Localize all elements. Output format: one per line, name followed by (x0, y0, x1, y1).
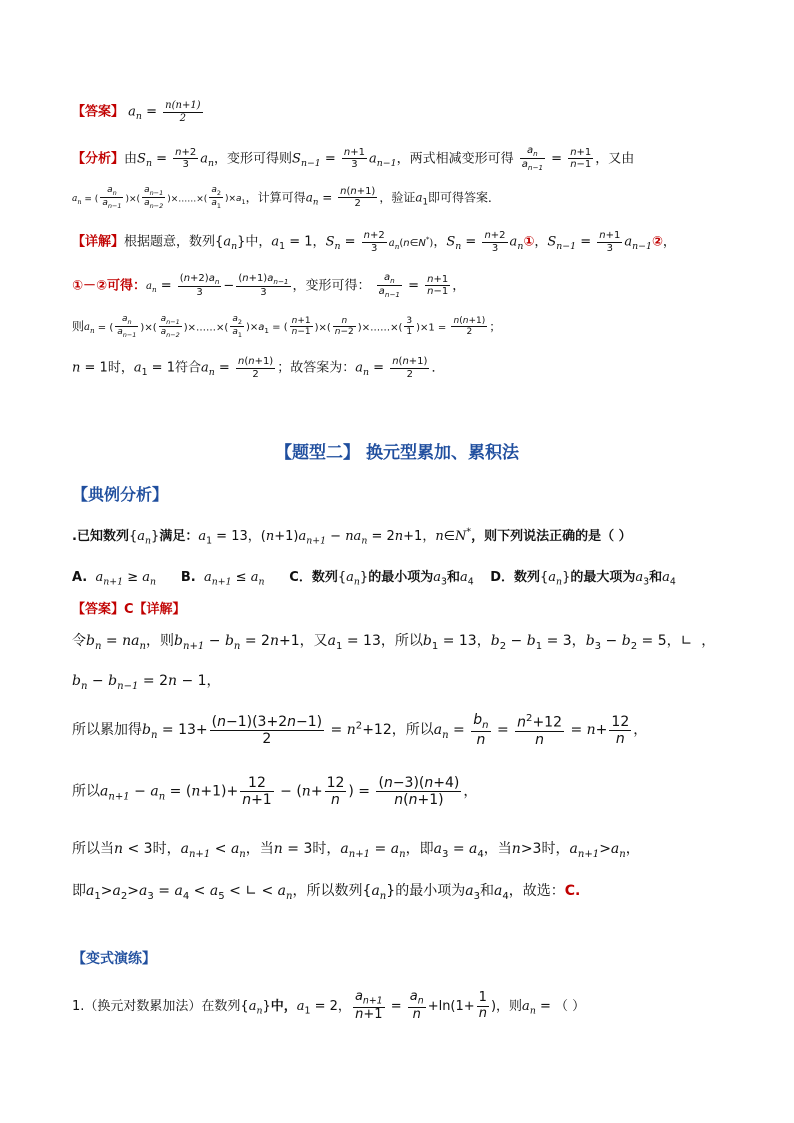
so-diff-text: 所以 (72, 783, 100, 800)
stem-text: ，则下列说法正确的是（ ） (471, 529, 632, 544)
so-an-text: ，所以 (391, 722, 434, 739)
section-title: 【题型二】 换元型累加、累积法 (275, 443, 519, 463)
detail-text: 根据题意，数列 (124, 234, 216, 250)
detail-label: 【详解】 (72, 234, 125, 250)
then-text: ，则 (145, 633, 174, 649)
example-stem: .已知数列$\{a_n\}$满足：$a_1 = 13$，$(n+1)a_{n+1} - na_n = 2n+1$，n∈N*，则下列说法正确的是（ ） (72, 526, 632, 547)
option-c[interactable]: C．数列$\{a_n\}$的最小项为$a_3$和$a_4$ (289, 570, 474, 588)
so-text: ，所以 (380, 633, 423, 649)
three-when-text: 时， (152, 841, 181, 857)
analysis-line-2: $a_n$ = ( $\frac{a_n}{a_{n-1}}$ )×( $\frac{a_{n-1}}{a_{n-2}}$ )×……×( $\frac{a_2}{a_1}$ )$\times a_1$，计算可得$a_n$ = $\frac{n(n+1)}{2}$ ，验证$a_1$即可得答案． (72, 185, 501, 211)
min-text: ，故选： (508, 883, 565, 899)
variant-question-1: 1.（换元对数累加法）在数列$\{a_n\}$中，$a_1 = 2$， $\frac{a_{n+1}}{n+1}$ = $\frac{a_n}{n}$ +ln(1+ $\frac{1}{n}$ )，则$a_n$ = （ ） (72, 989, 586, 1023)
verify-line: n = 1时，$a_1 = 1$符合$a_n$ = $\frac{n(n+1)}{2}$ ；故答案为：$a_n$ = $\frac{n(n+1)}{2}$ ． (72, 356, 445, 380)
solution-line-6: 即$a_1>a_2>a_3 = a_4 < a_5$ < ∟ < $a_n$，所以数列$\{a_n\}$的最小项为$a_3$和$a_4$，故选：C. (72, 883, 581, 902)
fits-text: 符合 (174, 360, 201, 376)
choice-text: C. (564, 883, 581, 899)
period: ． (431, 360, 445, 376)
option-c-label: C．数列 (289, 570, 338, 585)
option-a[interactable]: A. $a_{n+1} \ge a_n$ (72, 570, 157, 588)
analysis-text: ，计算可得 (245, 190, 306, 205)
solution-line-4: 所以$a_{n+1} - a_n = (n+1)+$ $\frac{12}{n+1}$ − (n+ $\frac{12}{n}$ ) = $\frac{(n-3)(n+4)}{n(n+1)}$ ， (72, 775, 478, 809)
q1-blank: （ ） (555, 999, 586, 1015)
option-b-label: B. (180, 570, 196, 585)
q1-mid: 中， (270, 999, 297, 1015)
when-eq-text: ，当 (245, 841, 274, 857)
stem-text: .已知数列 (72, 529, 129, 544)
and-text: 和 (649, 570, 663, 585)
solution-line-2: $b_n - b_{n-1} = 2n - 1$， (72, 673, 221, 692)
circle-two: ② (651, 234, 663, 250)
option-d-label: D．数列 (490, 570, 540, 585)
when-n1: 时， (107, 360, 134, 376)
analysis-text: ，两式相减变形可得 (396, 151, 514, 167)
answer-line: 【答案】 $a_n$ = $\frac{n(n+1)}{2}$ (72, 100, 201, 124)
option-c-text: 的最小项为 (368, 570, 434, 585)
chain-intro-text: 即 (72, 883, 86, 899)
option-d-text: 的最大项为 (570, 570, 636, 585)
let-text: 令 (72, 633, 86, 649)
when-gt-text: ，当 (483, 841, 512, 857)
analysis-text: 即可得答案． (428, 190, 501, 205)
and-text: 和 (480, 883, 494, 899)
therefore-text: ；故答案为： (277, 360, 356, 376)
when-less-text: 所以当 (72, 841, 114, 857)
solution-line-1: 令$b_n = na_n$，则$b_{n+1} - b_n = 2n+1$，又$a_1 = 13$，所以$b_1 = 13$，$b_2 - b_1 = 3$，$b_3 - b_2 = 5$，∟ ， (72, 633, 716, 652)
q1-end: ，则 (496, 999, 523, 1015)
option-b[interactable]: B. $a_{n+1} \le a_n$ (180, 570, 265, 588)
analysis-label: 【分析】 (72, 151, 125, 167)
transform-text: ，变形可得： (292, 278, 371, 294)
option-a-label: A. (72, 570, 88, 585)
analysis-text: ，变形可得则 (214, 151, 293, 167)
example-header: 【典例分析】 (72, 485, 169, 504)
q1-prefix: 1.（换元对数累加法）在数列 (72, 999, 241, 1015)
circle-one: ① (523, 234, 535, 250)
min-text: ，所以数列 (292, 883, 363, 899)
analysis-text: ，又由 (595, 151, 635, 167)
option-d[interactable]: D．数列$\{a_n\}$的最大项为$a_3$和$a_4$ (490, 570, 676, 588)
stem-text: 满足： (159, 529, 199, 544)
solution-line-3: 所以累加得$b_n = 13+$ $\frac{(n-1)(3+2n-1)}{2}$ = $n^2+12$，所以$a_n$ = $\frac{b_n}{n}$ = $\frac{n^2+12}{n}$ = n+ $\frac{12}{n}$ ， (72, 712, 648, 749)
sum-label: 所以累加得 (72, 722, 142, 739)
and-text: 和 (446, 570, 460, 585)
three-when-text: 时， (312, 841, 341, 857)
product-line: 则$a_n$ = ( $\frac{a_n}{a_{n-1}}$ )×( $\frac{a_{n-1}}{a_{n-2}}$ )×……×( $\frac{a_2}{a_1}$ )$\times a_1$ = ( $\frac{n+1}{n-1}$ )×( $\frac{n}{n-2}$ )×……×( $\frac{3}{1}$ )×1 = $\frac{n(n+1)}{2}$ ； (72, 314, 502, 340)
three-when-text: 时， (541, 841, 570, 857)
analysis-text: 由 (124, 151, 138, 167)
min-text: 的最小项为 (395, 883, 466, 899)
also-text: ，又 (299, 633, 328, 649)
variant-header: 【变式演练】 (72, 951, 156, 967)
answer-label: 【答案】 (72, 104, 125, 120)
minus-line: ①－②可得：$a_n$ = $\frac{(n+2)a_n}{3}$ − $\frac{(n+1)a_{n-1}}{3}$ ，变形可得： $\frac{a_n}{a_{n-1}}$ = $\frac{n+1}{n-1}$ ， (72, 272, 466, 300)
example-answer: 【答案】C【详解】 (72, 602, 186, 617)
detail-text: 中， (245, 234, 272, 250)
detail-line: 【详解】根据题意，数列$\{a_n\}$中，$a_1 = 1$，$S_n$ = $\frac{n+2}{3}$ $a_n(n\in N^*)$，$S_n$ = $\frac{n+2}{3}$ $a_n①$，$S_{n-1}$ = $\frac{n+1}{3}$ $a_{n-1}②$， (72, 230, 676, 254)
ie-text: ，即 (405, 841, 434, 857)
minus-label: ①－②可得： (72, 278, 147, 294)
example-options (72, 566, 676, 588)
solution-line-5: 所以当n < 3时，$a_{n+1} < a_n$，当n = 3时，$a_{n+1} = a_n$，即$a_3 = a_4$，当n>3时，$a_{n+1}>a_n$， (72, 841, 640, 860)
analysis-line: 【分析】由$S_n$ = $\frac{n+2}{3}$ $a_n$，变形可得则$S_{n-1}$ = $\frac{n+1}{3}$ $a_{n-1}$，两式相减变形可得 $\frac{a_n}{a_{n-1}}$ = $\frac{n+1}{n-1}$ ，又由 (72, 145, 635, 173)
analysis-text: ，验证 (379, 190, 416, 205)
then-label: 则 (72, 319, 85, 334)
